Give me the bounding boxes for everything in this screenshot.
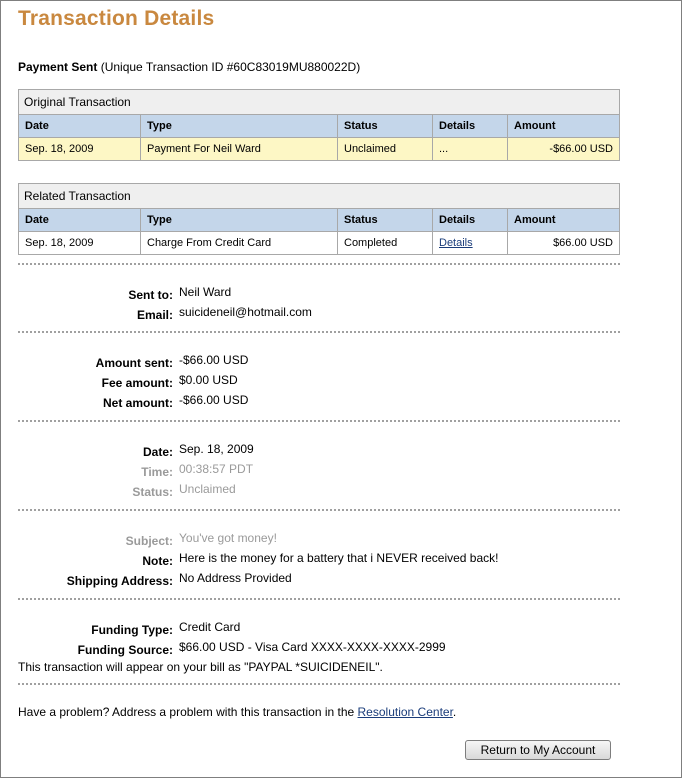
- cell-details: [433, 232, 508, 255]
- header-details: Details: [433, 209, 508, 232]
- note-label: Note:: [142, 554, 173, 568]
- header-type: Type: [141, 115, 338, 138]
- payment-summary: [18, 60, 360, 74]
- funding-source-field: [18, 640, 658, 656]
- cell-details: ...: [433, 138, 508, 161]
- cell-amount: $66.00 USD: [508, 232, 620, 255]
- note-field: [18, 551, 658, 567]
- transaction-id: (Unique Transaction ID #60C83019MU880022D): [100, 60, 361, 74]
- funding-type-label: Funding Type:: [91, 623, 173, 637]
- date-field: [18, 442, 658, 458]
- section-divider: [18, 331, 620, 333]
- shipping-address-value: No Address Provided: [179, 571, 292, 585]
- date-value: Sep. 18, 2009: [179, 442, 254, 456]
- original-transaction-table: [18, 89, 620, 161]
- header-type: Type: [141, 209, 338, 232]
- net-amount-field: [18, 393, 658, 409]
- section-divider: [18, 509, 620, 511]
- section-divider: [18, 420, 620, 422]
- section-divider: [18, 683, 620, 685]
- original-transaction-grid: [19, 115, 619, 161]
- net-amount-label: Net amount:: [103, 396, 173, 410]
- sent-to-value: Neil Ward: [179, 285, 232, 299]
- date-label: Date:: [142, 445, 173, 459]
- header-status: Status: [338, 115, 433, 138]
- subject-field: [18, 531, 658, 547]
- problem-text: Have a problem? Address a problem with this transaction in the: [18, 705, 358, 719]
- time-field: [18, 462, 658, 478]
- bill-descriptor-note: This transaction will appear on your bill as "PAYPAL *SUICIDENEIL".: [18, 660, 383, 674]
- status-label: Status:: [132, 485, 173, 499]
- status-value: Unclaimed: [179, 482, 236, 496]
- time-value: 00:38:57 PDT: [179, 462, 254, 476]
- related-transaction-caption: Related Transaction: [19, 184, 619, 209]
- header-status: Status: [338, 209, 433, 232]
- fee-amount-label: Fee amount:: [101, 376, 173, 390]
- section-divider: [18, 263, 620, 265]
- resolution-center-link[interactable]: Resolution Center: [357, 705, 453, 719]
- header-date: Date: [19, 209, 141, 232]
- cell-status: Unclaimed: [338, 138, 433, 161]
- net-amount-value: -$66.00 USD: [179, 393, 249, 407]
- page-title: Transaction Details: [18, 7, 215, 30]
- email-field: [18, 305, 658, 321]
- cell-status: Completed: [338, 232, 433, 255]
- cell-date: Sep. 18, 2009: [19, 138, 141, 161]
- cell-type: Payment For Neil Ward: [141, 138, 338, 161]
- table-row: [19, 138, 619, 161]
- funding-source-value: $66.00 USD - Visa Card XXXX-XXXX-XXXX-2999: [179, 640, 446, 654]
- table-row: [19, 232, 619, 255]
- amount-sent-field: [18, 353, 658, 369]
- email-value: suicideneil@hotmail.com: [179, 305, 312, 319]
- header-amount: Amount: [508, 115, 620, 138]
- payment-sent-label: Payment Sent: [18, 60, 98, 74]
- shipping-address-label: Shipping Address:: [66, 574, 173, 588]
- status-field: [18, 482, 658, 498]
- header-details: Details: [433, 115, 508, 138]
- funding-type-value: Credit Card: [179, 620, 241, 634]
- note-value: Here is the money for a battery that i NEVER received back!: [179, 551, 499, 565]
- subject-label: Subject:: [125, 534, 173, 548]
- shipping-address-field: [18, 571, 658, 587]
- cell-type: Charge From Credit Card: [141, 232, 338, 255]
- cell-date: Sep. 18, 2009: [19, 232, 141, 255]
- table-header-row: [19, 209, 619, 232]
- table-header-row: [19, 115, 619, 138]
- sent-to-field: [18, 285, 658, 301]
- subject-value: You've got money!: [179, 531, 277, 545]
- cell-amount: -$66.00 USD: [508, 138, 620, 161]
- related-transaction-table: [18, 183, 620, 255]
- problem-text-end: .: [452, 705, 457, 719]
- header-amount: Amount: [508, 209, 620, 232]
- amount-sent-label: Amount sent:: [95, 356, 173, 370]
- section-divider: [18, 598, 620, 600]
- sent-to-label: Sent to:: [128, 288, 173, 302]
- problem-line: [18, 705, 456, 719]
- fee-amount-value: $0.00 USD: [179, 373, 238, 387]
- amount-sent-value: -$66.00 USD: [179, 353, 249, 367]
- funding-type-field: [18, 620, 658, 636]
- time-label: Time:: [141, 465, 173, 479]
- related-transaction-grid: [19, 209, 619, 255]
- details-link[interactable]: Details: [439, 237, 473, 249]
- original-transaction-caption: Original Transaction: [19, 90, 619, 115]
- fee-amount-field: [18, 373, 658, 389]
- return-to-my-account-button[interactable]: Return to My Account: [465, 740, 611, 760]
- funding-source-label: Funding Source:: [77, 643, 173, 657]
- email-label: Email:: [136, 308, 173, 322]
- header-date: Date: [19, 115, 141, 138]
